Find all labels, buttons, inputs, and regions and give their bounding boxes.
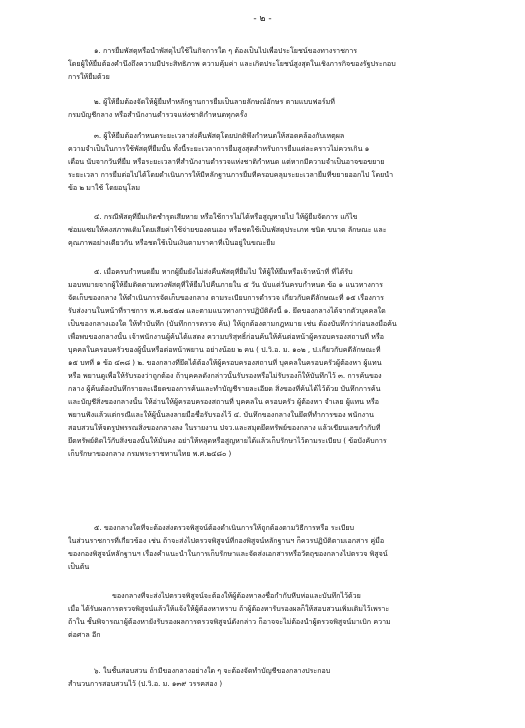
text-line: โดยผู้ให้ยืมต้องคำนึงถึงความมีประสิทธิภาพ ความคุ้มค่า และเกิดประโยชน์สูงสุดในเชิงภารกิจของรัฐประกอบ [68, 59, 396, 68]
text-line: คุณภาพอย่างเดียวกัน หรือชดใช้เป็นเงินตามราคาที่เป็นอยู่ในขณะยืม [68, 238, 276, 247]
text-line: ระยะเวลา การยืมต่อไปได้โดยดำเนินการให้มีหลักฐานการยืมที่ครอบคลุมระยะเวลายืมที่ขยายออกไป โดยนำ [68, 170, 394, 179]
text-line: ๖. ในชั้นสอบสวน ถ้ามีของกลางอย่างใด ๆ จะต้องจัดทำบัญชีของกลางประกอบ [94, 666, 331, 675]
text-line: กรมบัญชีกลาง หรือสำนักงานตำรวจแห่งชาติกำหนดทุกครั้ง [68, 110, 248, 119]
text-line: ของกลางที่จะส่งไปตรวจพิสูจน์จะต้องให้ผู้ต้องหาลงชื่อกำกับหีบห่อและบันทึกไว้ด้วย [112, 591, 361, 600]
text-line: ๑๕ บทที่ ๑ ข้อ ๔๓๘ ) ๒. ของกลางที่ยึดได้ต้องให้ผู้ครอบครองสถานที่ บุคคลในครอบครัวผู้ต้องหา ผู้แทน [68, 358, 382, 367]
text-line: มอบหมายจากผู้ให้ยืมติดตามทวงพัสดุที่ให้ยืมไปคืนภายใน ๕ วัน นับแต่วันครบกำหนด ข้อ ๑ แนวทางการ [68, 280, 383, 289]
text-line: เดือน นับจากวันที่ยืม หรือระยะเวลาที่สำนักงานตำรวจแห่งชาติกำหนด แต่หากมีความจำเป็นอาจขอขยาย [68, 157, 385, 166]
text-line: ยึดทรัพย์ติดไว้กับสิ่งของนั้นให้มั่นคง อย่าให้หลุดหรือสูญหายได้แล้วเก็บรักษาไว้ตามระเบียบ ( ข้อบังคับการ [68, 436, 387, 445]
text-line: ความจำเป็นในการใช้พัสดุที่ยืมนั้น ทั้งนี้ระยะเวลาการยืมสูงสุดสำหรับการยืมแต่ละคราวไม่ควรเกิน ๑ [68, 144, 370, 153]
text-line: เป็นของกลางเองใด ให้ทำบันทึก (บันทึกการตรวจ ค้น) ให้ถูกต้องตามกฎหมาย เช่น ต้องบันทึกว่าก่อนลงมือค้น [68, 319, 397, 328]
text-line: และบัญชีสิ่งของกลางนั้น ให้อ่านให้ผู้ครอบครองสถานที่ บุคคลใน ครอบครัว ผู้ต้องหา จำเลย ผู้แทน หรือ [68, 397, 380, 406]
text-line: หรือ พยานดูเพื่อให้รับรองว่าถูกต้อง ถ้าบุคคลดังกล่าวนั้นรับรองหรือไม่รับรองก็ให้บันทึกไว้ ๓. การค้นของ [68, 371, 382, 380]
text-line: ๒. ผู้ให้ยืมต้องจัดให้ผู้ยืมทำหลักฐานการยืมเป็นลายลักษณ์อักษร ตามแบบฟอร์มที่ [94, 97, 335, 106]
text-line: รับส่งงานในหน้าที่ราชการ พ.ศ.๒๕๕๗ และตามแนวทางการปฏิบัติดังนี้ ๑. ยึดของกลางได้จากตัวบุคคลใด [68, 306, 386, 315]
text-line: สำนวนการสอบสวนไว้ (ป.วิ.อ. ม. ๑๓๙ วรรคสอง ) [68, 679, 223, 688]
text-line: เป็นต้น [68, 562, 90, 571]
text-line: บุคคลในครอบครัวของผู้นั้นหรือต่อหน้าพยาน อย่างน้อย ๒ คน ( ป.วิ.อ. ม. ๑๐๒ , ป.เกี่ยวกับคดีลักษณะที่ [68, 345, 381, 354]
text-line: ๓. ผู้ให้ยืมต้องกำหนดระยะเวลาส่งคืนพัสดุโดยปกติพึงกำหนดให้สอดคล้องกับเหตุผล [94, 131, 345, 140]
text-line: ของกองพิสูจน์หลักฐานฯ เรื่องคำแนะนำในการเก็บรักษาและจัดส่งเอกสารหรือวัตถุของกลางไปตรวจ พิสูจน์ [68, 549, 388, 558]
text-line: เมื่อ ได้รับผลการตรวจพิสูจน์แล้วให้แจ้งให้ผู้ต้องหาทราบ ถ้าผู้ต้องหารับรองผลก็ให้สอบสวนเพิ่มเติมไว้เพราะ [68, 604, 390, 613]
text-line: เพื่อพบของกลางนั้น เจ้าพนักงานผู้ค้นได้แสดง ความบริสุทธิ์ก่อนค้นให้ค้นต่อหน้าผู้ครอบครองสถานที่ หรือ [68, 332, 385, 341]
text-line: ข้อ ๒ มาใช้ โดยอนุโลม [68, 183, 141, 192]
text-line: จัดเก็บของกลาง ให้ดำเนินการจัดเก็บของกลาง ตามระเบียบการตำรวจ เกี่ยวกับคดีลักษณะที่ ๑๕ เรื่องการ [68, 293, 384, 302]
text-line: ๕. เมื่อครบกำหนดยืม หากผู้ยืมยังไม่ส่งคืนพัสดุที่ยืมไป ให้ผู้ให้ยืมหรือเจ้าหน้าที่ ที่ได้รับ [94, 267, 353, 276]
text-line: การให้ยืมด้วย [68, 72, 110, 81]
page-number: - ๒ - [253, 14, 272, 24]
text-line: ๕. ของกลางใดที่จะต้องส่งตรวจพิสูจน์ต้องดำเนินการให้ถูกต้องตามวิธีการหรือ ระเบียบ [94, 523, 355, 532]
text-line: พยานฟังแล้วแต่กรณีและให้ผู้นั้นลงลายมือชื่อรับรองไว้ ๔. บันทึกของกลางในยึดที่ทำการของ พนักงาน [68, 410, 374, 419]
text-line: ในส่วนราชการที่เกี่ยวข้อง เช่น ถ้าจะส่งไปตรวจพิสูจน์ที่กองพิสูจน์หลักฐานฯ ก็ควรปฏิบัติตามเอกสาร คู่มือ [68, 536, 385, 545]
text-line: ต่อศาล อีก [68, 630, 101, 639]
text-line: สอบสวนให้จดรูปพรรณสิ่งของกลางลง ในรายงาน ปจว.และสมุดยึดทรัพย์ของกลาง แล้วเขียนเลขกำกับที่ [68, 423, 381, 432]
text-line: ถ้าใน ชั้นพิจารณาผู้ต้องหายังรับรองผลการตรวจพิสูจน์ดังกล่าว ก็อาจจะไม่ต้องนำผู้ตรวจพิสูจน์มาเบิก ความ [68, 617, 391, 626]
text-line: เก็บรักษาของกลาง กรมพระราชทานไทย พ.ศ.๒๔๘๐ ) [68, 449, 232, 458]
text-line: ซ่อมแซมให้คงสภาพเดิมโดยเสียค่าใช้จ่ายของตนเอง หรือชดใช้เป็นพัสดุประเภท ชนิด ขนาด ลักษณะ และ [68, 225, 387, 234]
text-line: ๔. กรณีพัสดุที่ยืมเกิดชำรุดเสียหาย หรือใช้การไม่ได้หรือสูญหายไป ให้ผู้ยืมจัดการ แก้ไข [94, 212, 358, 221]
text-line: ๑. การยืมพัสดุหรือนำพัสดุไปใช้ในกิจการใด ๆ ต้องเป็นไปเพื่อประโยชน์ของทางราชการ [94, 46, 358, 55]
text-line: กลาง ผู้ค้นต้องบันทึกรายละเอียดของการค้นและทำบัญชีรายละเอียด สิ่งของที่ค้นได้ไว้ด้วย บันทึกการค้น [68, 384, 381, 393]
